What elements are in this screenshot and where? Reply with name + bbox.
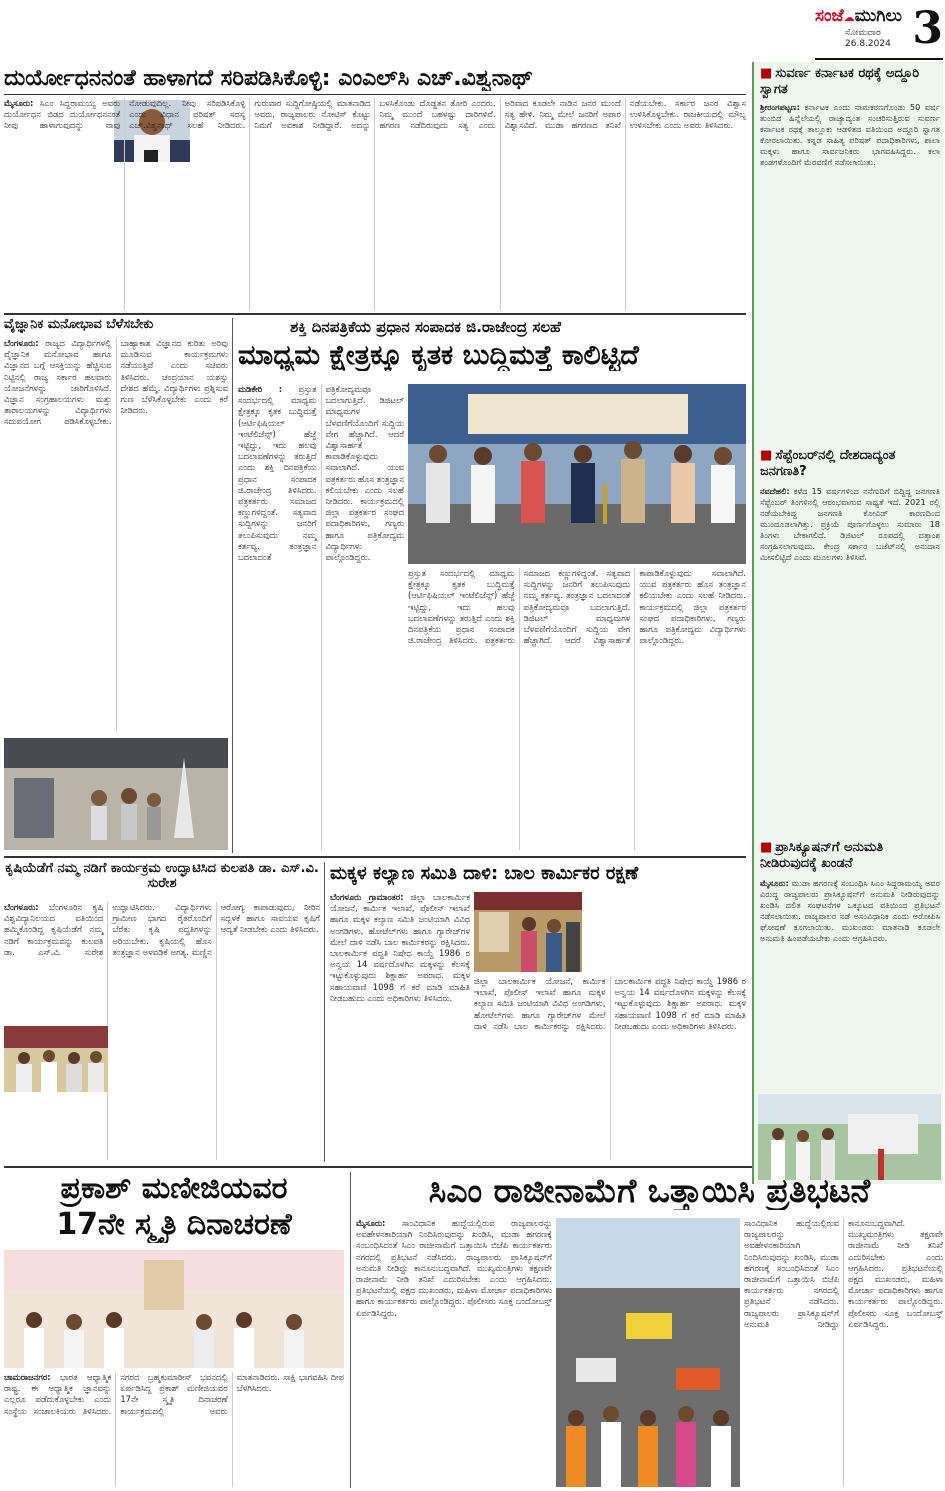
protest-body-left: [356, 1218, 552, 1487]
masthead-rule: [815, 58, 943, 60]
sidebar-photo: [758, 1094, 941, 1180]
sidebar-story1-body: [760, 102, 940, 432]
farm-dateline: ಬೆಂಗಳೂರು:: [4, 902, 39, 912]
child-dateline: ಬೆಂಗಳೂರು ಗ್ರಾಮಾಂತರ:: [330, 892, 404, 902]
masthead-weekday: ಸೋಮವಾರ: [845, 28, 881, 38]
sidebar-story1-dateline: ಶ್ರೀರಂಗಪಟ್ಟಣ:: [760, 102, 800, 112]
science-photo: [4, 738, 228, 850]
vishwanath-body: [4, 98, 746, 310]
protest-dateline: ಮೈಸೂರು:: [356, 1218, 386, 1228]
prakash-photo: [4, 1250, 344, 1368]
page-number: 3: [912, 3, 943, 54]
cloud-icon: ☁: [843, 11, 855, 24]
rule-after-middle: [4, 856, 746, 858]
media-body-right: [408, 568, 746, 850]
farm-headline: [4, 862, 320, 892]
farm-photo: [4, 1026, 108, 1092]
protest-photo: [556, 1218, 740, 1487]
media-text-continued: ಪ್ರಸ್ತುತ ಸಂದರ್ಭದಲ್ಲಿ ಮಾಧ್ಯಮ ಕ್ಷೇತ್ರಕ್ಕೂ ಕೃತಕ ಬುದ್ಧಿಮತ್ತೆ (ಆರ್ಟಿಫಿಷಿಯಲ್ ಇಂಟೆಲಿಜೆನ್ಸ್) ಹೆಜ್ಜೆ ಇಟ್ಟಿದ್ದು, ಇದು ಹಲವು ಬದಲಾವಣೆಗಳನ್ನು ತರುತ್ತಿದೆ ಎಂದು ಶಕ್ತಿ ದಿನಪತ್ರಿಕೆಯ ಪ್ರಧಾನ ಸಂಪಾದಕ ಜಿ.ರಾಜೇಂದ್ರ ತಿಳಿಸಿದರು. ಪತ್ರಕರ್ತರು ಸಮಾಜದ ಕಣ್ಣುಗಳಿದ್ದಂತೆ. ಸತ್ಯವಾದ ಸುದ್ದಿಗಳನ್ನು ಜನರಿಗೆ ತಲುಪಿಸುವುದು ನಮ್ಮ ಕರ್ತವ್ಯ. ತಂತ್ರಜ್ಞಾನ ಬದಲಾದಂತೆ ಪತ್ರಿಕೋದ್ಯಮವೂ ಬದಲಾಗುತ್ತಿದೆ. ಡಿಜಿಟಲ್ ಮಾಧ್ಯಮಗಳ ಬೆಳವಣಿಗೆಯೊಂದಿಗೆ ಸುದ್ದಿಯ ವೇಗ ಹೆಚ್ಚಾಗಿದೆ. ಆದರೆ ವಿಶ್ವಾಸಾರ್ಹತೆ ಕಾಪಾಡಿಕೊಳ್ಳುವುದು ಸವಾಲಾಗಿದೆ. ಯುವ ಪತ್ರಕರ್ತರು ಹೊಸ ತಂತ್ರಜ್ಞಾನ ಕಲಿಯಬೇಕು ಎಂದು ಸಲಹೆ ನೀಡಿದರು. ಕಾರ್ಯಕ್ರಮದಲ್ಲಿ ಜಿಲ್ಲಾ ಪತ್ರಕರ್ತರ ಸಂಘದ ಪದಾಧಿಕಾರಿಗಳು, ಗಣ್ಯರು ಹಾಗೂ ಪತ್ರಿಕೋದ್ಯಮ ವಿದ್ಯಾರ್ಥಿಗಳು ಪಾಲ್ಗೊಂಡಿದ್ದರು.: [408, 568, 746, 646]
child-body-right: [474, 976, 746, 1160]
sidebar-story3-body: [760, 878, 940, 1090]
child-photo: [474, 892, 582, 972]
protest-text: ಸಾಂವಿಧಾನಿಕ ಹುದ್ದೆಯಲ್ಲಿರುವ ರಾಜ್ಯಪಾಲರನ್ನು ಅವಹೇಳನಕಾರಿಯಾಗಿ ನಿಂದಿಸಿರುವುದನ್ನು ಖಂಡಿಸಿ, ಮುಡಾ ಹಗರಣಕ್ಕೆ ಸಂಬಂಧಿಸಿದಂತೆ ಸಿಎಂ ರಾಜೀನಾಮೆಗೆ ಒತ್ತಾಯಿಸಿ ಬಿಜೆಪಿ ಕಾರ್ಯಕರ್ತರು ನಗರದಲ್ಲಿ ಪ್ರತಿಭಟನೆ ನಡೆಸಿದರು. ರಾಜ್ಯಪಾಲರು ಪ್ರಾಸಿಕ್ಯೂಷನ್‌ಗೆ ಅನುಮತಿ ನೀಡಿದ್ದು ಕಾನೂನುಬದ್ಧವಾಗಿದೆ. ಮುಖ್ಯಮಂತ್ರಿಗಳು ತಕ್ಷಣವೇ ರಾಜೀನಾಮೆ ನೀಡಿ ತನಿಖೆ ಎದುರಿಸಬೇಕು ಎಂದು ಆಗ್ರಹಿಸಿದರು. ಪ್ರತಿಭಟನೆಯಲ್ಲಿ ಪಕ್ಷದ ಮುಖಂಡರು, ಮಹಿಳಾ ಮೋರ್ಚಾ ಪದಾಧಿಕಾರಿಗಳು ಹಾಗೂ ಕಾರ್ಯಕರ್ತರು ಪಾಲ್ಗೊಂಡಿದ್ದರು. ಪೊಲೀಸರು ಸೂಕ್ತ ಬಂದೋಬಸ್ತ್ ಏರ್ಪಡಿಸಿದ್ದರು.: [356, 1218, 552, 1318]
protest-body-right: [744, 1218, 943, 1487]
sidebar-story2-text: ಕಳೆದ 15 ವರ್ಷಗಳಿಂದ ನನೆಗುದಿಗೆ ಬಿದ್ದಿದ್ದ ಜನಗಣತಿ ಸೆಪ್ಟೆಂಬರ್ ತಿಂಗಳಿನಲ್ಲಿ ಆರಂಭವಾಗುವ ಸಾಧ್ಯತೆ ಇದೆ. 2021 ರಲ್ಲಿ ನಡೆಯಬೇಕಿದ್ದ ಜನಗಣತಿ ಕೋವಿಡ್ ಕಾರಣದಿಂದ ಮುಂದೂಡಲಾಗಿತ್ತು. ಪ್ರಕ್ರಿಯೆ ಪೂರ್ಣಗೊಳ್ಳಲು ಸುಮಾರು 18 ತಿಂಗಳು ಬೇಕಾಗಲಿದೆ. ಡಿಜಿಟಲ್ ರೂಪದಲ್ಲಿ ದತ್ತಾಂಶ ಸಂಗ್ರಹಿಸಲಾಗುವುದು. ಕೇಂದ್ರ ಸರ್ಕಾರ ಬಜೆಟ್‌ನಲ್ಲಿ ಅನುದಾನ ಮೀಸಲಿಟ್ಟಿದೆ ಎಂದು ಮೂಲಗಳು ತಿಳಿಸಿವೆ.: [760, 486, 940, 562]
masthead-date-block: [845, 28, 891, 50]
sidebar-story2-headline: [760, 448, 940, 480]
sidebar-story2-dateline: ನವದೆಹಲಿ:: [760, 486, 790, 496]
sidebar-story3-headline-text: ಪ್ರಾಸಿಕ್ಯೂಷನ್‌ಗೆ ಅನುಮತಿ ನೀಡಿರುವುದಕ್ಕೆ ಖಂಡನೆ: [760, 840, 884, 871]
sidebar-story3-dateline: ಮೈಸೂರು:: [760, 878, 789, 888]
child-text: ಜಿಲ್ಲಾ ಬಾಲಕಾರ್ಮಿಕ ಯೋಜನೆ, ಕಾರ್ಮಿಕ ಇಲಾಖೆ, ಪೊಲೀಸ್ ಇಲಾಖೆ ಹಾಗೂ ಮಕ್ಕಳ ಕಲ್ಯಾಣ ಸಮಿತಿ ಜಂಟಿಯಾಗಿ ವಿವಿಧ ಅಂಗಡಿಗಳು, ಹೋಟೆಲ್‌ಗಳು ಹಾಗೂ ಗ್ಯಾರೇಜ್‌ಗಳ ಮೇಲೆ ದಾಳಿ ನಡೆಸಿ ಬಾಲ ಕಾರ್ಮಿಕರನ್ನು ರಕ್ಷಿಸಿದರು. ಬಾಲಕಾರ್ಮಿಕ ಪದ್ಧತಿ ನಿಷೇಧ ಕಾಯ್ದೆ 1986 ರ ಅನ್ವಯ 14 ವರ್ಷದೊಳಗಿನ ಮಕ್ಕಳನ್ನು ಕೆಲಸಕ್ಕೆ ಇಟ್ಟುಕೊಳ್ಳುವುದು ಶಿಕ್ಷಾರ್ಹ ಅಪರಾಧ. ಮಕ್ಕಳ ಸಹಾಯವಾಣಿ 1098 ಗೆ ಕರೆ ಮಾಡಿ ಮಾಹಿತಿ ನೀಡಬಹುದು ಎಂದು ಅಧಿಕಾರಿಗಳು ತಿಳಿಸಿದರು.: [330, 892, 470, 1003]
sidebar-story1-headline: [760, 66, 940, 98]
farm-text: ಬೆಂಗಳೂರಿನ ಕೃಷಿ ವಿಶ್ವವಿದ್ಯಾನಿಲಯದ ವತಿಯಿಂದ ಹಮ್ಮಿಕೊಂಡಿದ್ದ ಕೃಷಿಯೆಡೆಗೆ ನಮ್ಮ ನಡಿಗೆ ಕಾರ್ಯಕ್ರಮವನ್ನು ಕುಲಪತಿ ಡಾ. ಎಸ್.ವಿ. ಸುರೇಶ ಉದ್ಘಾಟಿಸಿದರು. ವಿದ್ಯಾರ್ಥಿಗಳು ಗ್ರಾಮೀಣ ಭಾಗದ ರೈತರೊಂದಿಗೆ ಬೆರೆತು ಕೃಷಿ ಪದ್ಧತಿಗಳನ್ನು ಅರಿಯಬೇಕು. ಕೃಷಿಯಲ್ಲಿ ಹೊಸ ತಂತ್ರಜ್ಞಾನ ಅಳವಡಿಕೆ ಅಗತ್ಯ. ಮಣ್ಣಿನ ಆರೋಗ್ಯ ಕಾಪಾಡುವುದು, ನೀರಿನ ಸದ್ಬಳಕೆ ಹಾಗೂ ಸಾವಯವ ಕೃಷಿಗೆ ಆದ್ಯತೆ ನೀಡಬೇಕು ಎಂದು ತಿಳಿಸಿದರು.: [4, 902, 320, 957]
sidebar-story2-headline-text: ಸೆಪ್ಟೆಂಬರ್‌ನಲ್ಲಿ ದೇಶದಾದ್ಯಂತ ಜನಗಣತಿ?: [760, 448, 896, 479]
col-divider-3: [350, 1172, 351, 1488]
sidebar-story2-body: [760, 486, 940, 826]
vishwanath-dateline: ಮೈಸೂರು:: [4, 98, 34, 108]
prakash-headline-line2: 17ನೇ ಸ್ಮೃತಿ ದಿನಾಚರಣೆ: [56, 1208, 292, 1242]
col-divider-1: [232, 318, 233, 853]
farm-headline-text: ಕೃಷಿಯೆಡೆಗೆ ನಮ್ಮ ನಡಿಗೆ ಕಾರ್ಯಕ್ರಮ ಉದ್ಘಾಟಿಸಿದ ಕುಲಪತಿ ಡಾ. ಎಸ್.ವಿ. ಸುರೇಶ: [5, 862, 319, 891]
science-headline: ವೈಜ್ಞಾನಿಕ ಮನೋಭಾವ ಬೆಳೆಸಬೇಕು: [4, 318, 154, 332]
child-body-left: [330, 892, 470, 1160]
media-text: ಪ್ರಸ್ತುತ ಸಂದರ್ಭದಲ್ಲಿ ಮಾಧ್ಯಮ ಕ್ಷೇತ್ರಕ್ಕೂ ಕೃತಕ ಬುದ್ಧಿಮತ್ತೆ (ಆರ್ಟಿಫಿಷಿಯಲ್ ಇಂಟೆಲಿಜೆನ್ಸ್) ಹೆಜ್ಜೆ ಇಟ್ಟಿದ್ದು, ಇದು ಹಲವು ಬದಲಾವಣೆಗಳನ್ನು ತರುತ್ತಿದೆ ಎಂದು ಶಕ್ತಿ ದಿನಪತ್ರಿಕೆಯ ಪ್ರಧಾನ ಸಂಪಾದಕ ಜಿ.ರಾಜೇಂದ್ರ ತಿಳಿಸಿದರು. ಪತ್ರಕರ್ತರು ಸಮಾಜದ ಕಣ್ಣುಗಳಿದ್ದಂತೆ. ಸತ್ಯವಾದ ಸುದ್ದಿಗಳನ್ನು ಜನರಿಗೆ ತಲುಪಿಸುವುದು ನಮ್ಮ ಕರ್ತವ್ಯ. ತಂತ್ರಜ್ಞಾನ ಬದಲಾದಂತೆ ಪತ್ರಿಕೋದ್ಯಮವೂ ಬದಲಾಗುತ್ತಿದೆ. ಡಿಜಿಟಲ್ ಮಾಧ್ಯಮಗಳ ಬೆಳವಣಿಗೆಯೊಂದಿಗೆ ಸುದ್ದಿಯ ವೇಗ ಹೆಚ್ಚಾಗಿದೆ. ಆದರೆ ವಿಶ್ವಾಸಾರ್ಹತೆ ಕಾಪಾಡಿಕೊಳ್ಳುವುದು ಸವಾಲಾಗಿದೆ. ಯುವ ಪತ್ರಕರ್ತರು ಹೊಸ ತಂತ್ರಜ್ಞಾನ ಕಲಿಯಬೇಕು ಎಂದು ಸಲಹೆ ನೀಡಿದರು. ಕಾರ್ಯಕ್ರಮದಲ್ಲಿ ಜಿಲ್ಲಾ ಪತ್ರಕರ್ತರ ಸಂಘದ ಪದಾಧಿಕಾರಿಗಳು, ಗಣ್ಯರು ಹಾಗೂ ಪತ್ರಿಕೋದ್ಯಮ ವಿದ್ಯಾರ್ಥಿಗಳು ಪಾಲ್ಗೊಂಡಿದ್ದರು.: [238, 384, 404, 563]
media-dateline: ಮಡಿಕೇರಿ :: [238, 384, 283, 394]
prakash-text: ಭಾರತ ಆಧ್ಯಾತ್ಮಿಕ ರಾಷ್ಟ್ರ. ಈ ಆಧ್ಯಾತ್ಮಿಕ ಜ್ಞಾನವನ್ನು ಎಲ್ಲರೂ ಪಡೆದುಕೊಳ್ಳಬೇಕು ಎಂದು ಸಂಸ್ಥೆಯ ಸಂಚಾಲಕಿಯರು ತಿಳಿಸಿದರು. ನಗರದ ಬ್ರಹ್ಮಕುಮಾರೀಸ್ ಭವನದಲ್ಲಿ ಏರ್ಪಡಿಸಿದ್ದ ಪ್ರಕಾಶ್ ಮಣೀಜಿಯವರ 17ನೇ ಸ್ಮೃತಿ ದಿನಾಚರಣೆ ಕಾರ್ಯಕ್ರಮದಲ್ಲಿ ಅವರು ಮಾತನಾಡಿದರು. ಸಾಕ್ಷಿ ಭಾಗವಹಿಸಿ ದೀಪ ಬೆಳಗಿಸಿದರು.: [4, 1372, 344, 1416]
bullet-icon: ■: [760, 840, 773, 855]
prakash-dateline: ಚಾಮರಾಜನಗರ:: [4, 1372, 51, 1382]
prakash-body: [4, 1372, 344, 1487]
protest-headline: ಸಿಎಂ ರಾಜೀನಾಮೆಗೆ ಒತ್ತಾಯಿಸಿ ಪ್ರತಿಭಟನೆ: [428, 1172, 871, 1210]
sidebar: [752, 62, 943, 1184]
prakash-headline-line1: ಪ್ರಕಾಶ್ ಮಣೀಜಿಯವರ: [60, 1172, 288, 1206]
masthead: [815, 4, 943, 60]
science-dateline: ಬೆಂಗಳೂರು:: [4, 338, 39, 348]
sidebar-story3-headline: [760, 840, 940, 872]
science-text: ರಾಜ್ಯದ ವಿದ್ಯಾರ್ಥಿಗಳಲ್ಲಿ ವೈಜ್ಞಾನಿಕ ಮನೋಭಾವ ಹಾಗೂ ವಿಜ್ಞಾನದ ಬಗ್ಗೆ ಆಸಕ್ತಿಯನ್ನು ಹೆಚ್ಚಿಸುವ ನಿಟ್ಟಿನಲ್ಲಿ ರಾಜ್ಯ ಸರ್ಕಾರ ಹಲವಾರು ಯೋಜನೆಗಳನ್ನು ಜಾರಿಗೊಳಿಸಿದೆ. ವಿಜ್ಞಾನ ಸಂಗ್ರಹಾಲಯಗಳು ಮತ್ತು ತಾರಾಲಯಗಳನ್ನು ವಿದ್ಯಾರ್ಥಿಗಳು ಸದುಪಯೋಗ ಪಡಿಸಿಕೊಳ್ಳಬೇಕು. ಬಾಹ್ಯಾಕಾಶ ವಿಜ್ಞಾನದ ಕುರಿತು ಅರಿವು ಮೂಡಿಸುವ ಕಾರ್ಯಕ್ರಮಗಳು ನಡೆಯುತ್ತಿವೆ ಎಂದು ಸಚಿವರು ತಿಳಿಸಿದರು. ಚಂದ್ರಯಾನ ಯಶಸ್ಸು ದೇಶದ ಹೆಮ್ಮೆ. ವಿದ್ಯಾರ್ಥಿಗಳು ಪ್ರಶ್ನಿಸುವ ಗುಣ ಬೆಳೆಸಿಕೊಳ್ಳಬೇಕು ಎಂದು ಕರೆ ನೀಡಿದರು.: [4, 338, 228, 427]
media-photo: [408, 384, 746, 564]
child-headline: ಮಕ್ಕಳ ಕಲ್ಯಾಣ ಸಮಿತಿ ದಾಳಿ: ಬಾಲ ಕಾರ್ಮಿಕರ ರಕ್ಷಣೆ: [330, 864, 639, 884]
vishwanath-headline: ದುರ್ಯೋಧನನಂತೆ ಹಾಳಾಗದೆ ಸರಿಪಡಿಸಿಕೊಳ್ಳಿ: ಎಂಎಲ್‌ಸಿ ಎಚ್.ವಿಶ್ವನಾಥ್: [4, 66, 534, 91]
masthead-date: 26.8.2024: [845, 39, 891, 49]
sidebar-story1-headline-text: ಸುವರ್ಣ ಕರ್ನಾಟಕ ರಥಕ್ಕೆ ಅದ್ದೂರಿ ಸ್ವಾಗತ: [760, 66, 920, 97]
media-body-left: [238, 384, 404, 850]
brand-logo: [815, 6, 902, 26]
sidebar-story3-text: ಮುಡಾ ಹಗರಣಕ್ಕೆ ಸಂಬಂಧಿಸಿ ಸಿಎಂ ಸಿದ್ದರಾಮಯ್ಯ ಅವರ ವಿರುದ್ಧ ರಾಜ್ಯಪಾಲರು ಪ್ರಾಸಿಕ್ಯೂಷನ್‌ಗೆ ಅನುಮತಿ ನೀಡಿರುವುದನ್ನು ಖಂಡಿಸಿ ದಲಿತ ಸಂಘಟನೆಗಳ ಒಕ್ಕೂಟದ ವತಿಯಿಂದ ಪ್ರತಿಭಟನೆ ನಡೆಸಲಾಯಿತು. ರಾಜ್ಯಪಾಲರ ನಡೆ ಅಸಂವಿಧಾನಿಕ ಎಂದು ಆರೋಪಿಸಿ ಘೋಷಣೆ ಕೂಗಲಾಯಿತು. ಮುಖಂಡರು ಮಾತನಾಡಿ ಕೂಡಲೇ ಅನುಮತಿ ಹಿಂಪಡೆಯಬೇಕು ಎಂದು ಆಗ್ರಹಿಸಿದರು.: [760, 878, 940, 943]
bullet-icon: ■: [760, 66, 773, 81]
sidebar-story1-text: ಕರ್ನಾಟಕ ಎಂದು ನಾಮಕರಣಗೊಂಡು 50 ವರ್ಷ ತುಂಬಿದ ಹಿನ್ನೆಲೆಯಲ್ಲಿ ರಾಜ್ಯಾದ್ಯಂತ ಸಂಚರಿಸುತ್ತಿರುವ ಸುವರ್ಣ ಕರ್ನಾಟಕ ರಥಕ್ಕೆ ತಾಲ್ಲೂಕು ಆಡಳಿತದ ವತಿಯಿಂದ ಅದ್ದೂರಿ ಸ್ವಾಗತ ಕೋರಲಾಯಿತು. ಕನ್ನಡ ಸಾಹಿತ್ಯ ಪರಿಷತ್ ಪದಾಧಿಕಾರಿಗಳು, ಶಾಲಾ ಮಕ್ಕಳು ಹಾಗೂ ಸಾರ್ವಜನಿಕರು ಭಾಗವಹಿಸಿದ್ದರು. ಕಲಾ ತಂಡಗಳೊಂದಿಗೆ ಮೆರವಣಿಗೆ ನಡೆಸಲಾಯಿತು.: [760, 102, 940, 167]
vishwanath-text: ಸಿಎಂ ಸಿದ್ದರಾಮಯ್ಯ ಅವರು ದುರ್ಯೋಧನ ಬಿಡದ ದುರ್ಯೋಧನನಂತೆ ನೀವು ಹಾಳಾಗುವುದನ್ನು ನಾವು ನೋಡುವುದಿಲ್ಲ. ನೀವು ಸರಿಪಡಿಸಿಕೊಳ್ಳಿ ಎಂದು ವಿಧಾನ ಪರಿಷತ್ ಸದಸ್ಯ ಎಚ್.ವಿಶ್ವನಾಥ್ ಸಲಹೆ ನೀಡಿದರು. ಗುರುವಾರ ಸುದ್ದಿಗೋಷ್ಠಿಯಲ್ಲಿ ಮಾತನಾಡಿದ ಅವರು, ರಾಜ್ಯಪಾಲರು ನೋಟಿಸ್ ಕೊಟ್ಟು ನಿಮಗೆ ಅವಕಾಶ ನೀಡಿದ್ದಾರೆ. ಅದನ್ನು ಬಳಸಿಕೊಂಡು ದೊಡ್ಡತನ ತೋರಿ ಎಂದರು. ನಿಮ್ಮ ಮುಂದೆ ಬಹಳಷ್ಟು ದಾರಿಗಳಿವೆ. ಹಗರಣ ನಡೆದಿರುವುದು ಸತ್ಯ ಎಂದು ಅರಿವಾದ ಕೂಡಲೇ ನಾಡಿನ ಜನರ ಮುಂದೆ ಸತ್ಯ ಹೇಳಿ. ನಿಮ್ಮ ಮೇಲೆ ಜನರಿಗೆ ಅಪಾರ ವಿಶ್ವಾಸವಿದೆ. ಮುಡಾ ಹಗರಣದ ತನಿಖೆ ನಡೆಯಬೇಕು. ಸರ್ಕಾರ ಜನರ ವಿಶ್ವಾಸ ಉಳಿಸಿಕೊಳ್ಳಬೇಕು. ರಾಜಕೀಯದಲ್ಲಿ ಮೌಲ್ಯ ಉಳಿಸಬೇಕು ಎಂದು ಅವರು ತಿಳಿಸಿದರು.: [4, 98, 746, 131]
science-body: [4, 338, 228, 732]
col-divider-2: [324, 862, 325, 1162]
media-headline: ಮಾಧ್ಯಮ ಕ್ಷೇತ್ರಕ್ಕೂ ಕೃತಕ ಬುದ್ಧಿಮತ್ತೆ ಕಾಲಿಟ್ಟಿದೆ: [238, 340, 639, 371]
bullet-icon: ■: [760, 448, 773, 463]
rule-after-top: [4, 313, 746, 315]
child-text-continued: ಜಿಲ್ಲಾ ಬಾಲಕಾರ್ಮಿಕ ಯೋಜನೆ, ಕಾರ್ಮಿಕ ಇಲಾಖೆ, ಪೊಲೀಸ್ ಇಲಾಖೆ ಹಾಗೂ ಮಕ್ಕಳ ಕಲ್ಯಾಣ ಸಮಿತಿ ಜಂಟಿಯಾಗಿ ವಿವಿಧ ಅಂಗಡಿಗಳು, ಹೋಟೆಲ್‌ಗಳು ಹಾಗೂ ಗ್ಯಾರೇಜ್‌ಗಳ ಮೇಲೆ ದಾಳಿ ನಡೆಸಿ ಬಾಲ ಕಾರ್ಮಿಕರನ್ನು ರಕ್ಷಿಸಿದರು. ಬಾಲಕಾರ್ಮಿಕ ಪದ್ಧತಿ ನಿಷೇಧ ಕಾಯ್ದೆ 1986 ರ ಅನ್ವಯ 14 ವರ್ಷದೊಳಗಿನ ಮಕ್ಕಳನ್ನು ಕೆಲಸಕ್ಕೆ ಇಟ್ಟುಕೊಳ್ಳುವುದು ಶಿಕ್ಷಾರ್ಹ ಅಪರಾಧ. ಮಕ್ಕಳ ಸಹಾಯವಾಣಿ 1098 ಗೆ ಕರೆ ಮಾಡಿ ಮಾಹಿತಿ ನೀಡಬಹುದು ಎಂದು ಅಧಿಕಾರಿಗಳು ತಿಳಿಸಿದರು.: [474, 976, 746, 1031]
vishwanath-rule: [4, 94, 746, 95]
brand-red: ಸಂಜೆ: [815, 6, 844, 26]
protest-text-continued: ಸಾಂವಿಧಾನಿಕ ಹುದ್ದೆಯಲ್ಲಿರುವ ರಾಜ್ಯಪಾಲರನ್ನು ಅವಹೇಳನಕಾರಿಯಾಗಿ ನಿಂದಿಸಿರುವುದನ್ನು ಖಂಡಿಸಿ, ಮುಡಾ ಹಗರಣಕ್ಕೆ ಸಂಬಂಧಿಸಿದಂತೆ ಸಿಎಂ ರಾಜೀನಾಮೆಗೆ ಒತ್ತಾಯಿಸಿ ಬಿಜೆಪಿ ಕಾರ್ಯಕರ್ತರು ನಗರದಲ್ಲಿ ಪ್ರತಿಭಟನೆ ನಡೆಸಿದರು. ರಾಜ್ಯಪಾಲರು ಪ್ರಾಸಿಕ್ಯೂಷನ್‌ಗೆ ಅನುಮತಿ ನೀಡಿದ್ದು ಕಾನೂನುಬದ್ಧವಾಗಿದೆ. ಮುಖ್ಯಮಂತ್ರಿಗಳು ತಕ್ಷಣವೇ ರಾಜೀನಾಮೆ ನೀಡಿ ತನಿಖೆ ಎದುರಿಸಬೇಕು ಎಂದು ಆಗ್ರಹಿಸಿದರು. ಪ್ರತಿಭಟನೆಯಲ್ಲಿ ಪಕ್ಷದ ಮುಖಂಡರು, ಮಹಿಳಾ ಮೋರ್ಚಾ ಪದಾಧಿಕಾರಿಗಳು ಹಾಗೂ ಕಾರ್ಯಕರ್ತರು ಪಾಲ್ಗೊಂಡಿದ್ದರು. ಪೊಲೀಸರು ಸೂಕ್ತ ಬಂದೋಬಸ್ತ್ ಏರ್ಪಡಿಸಿದ್ದರು.: [744, 1218, 943, 1329]
brand-black: ಮುಗಿಲು: [854, 6, 902, 26]
media-kicker: ಶಕ್ತಿ ದಿನಪತ್ರಿಕೆಯ ಪ್ರಧಾನ ಸಂಪಾದಕ ಜಿ.ರಾಜೇಂದ್ರ ಸಲಹೆ: [290, 318, 562, 336]
